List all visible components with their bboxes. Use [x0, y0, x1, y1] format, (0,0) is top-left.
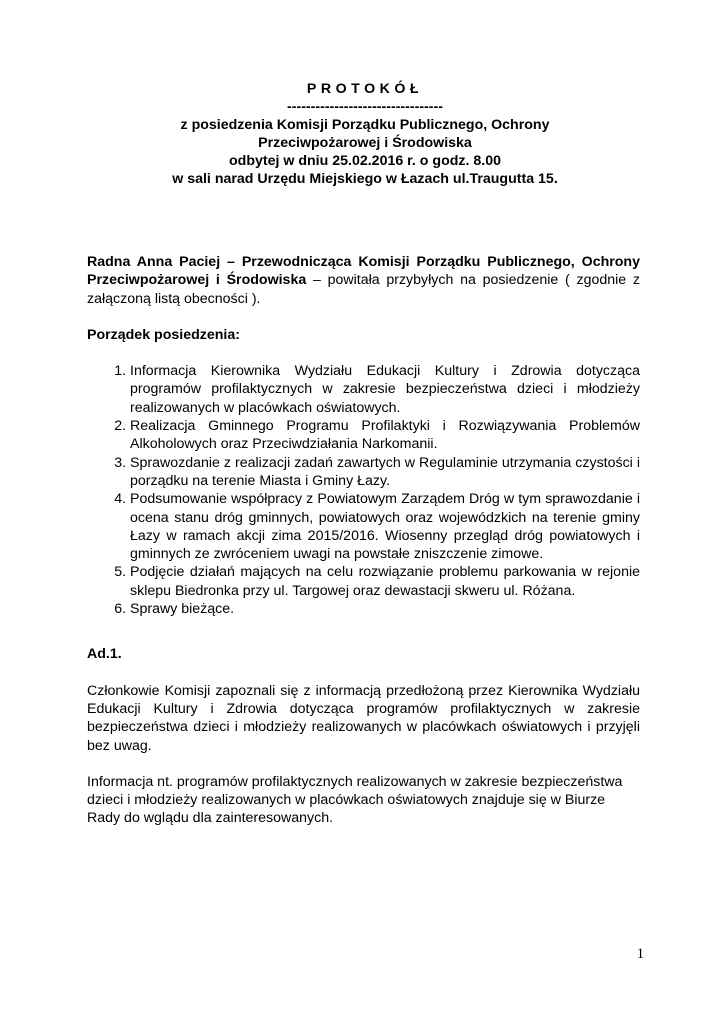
intro-rest-text: – powitała przybyłych na posiedzenie ( zgodnie z załączoną listą obecności ). — [87, 272, 640, 307]
page-number: 1 — [636, 946, 644, 962]
document-body — [87, 253, 640, 828]
header-line-2: Przeciwpożarowej i Środowiska — [258, 135, 472, 151]
agenda-item: 1. Informacja Kierownika Wydziału Edukacji Kultury i Zdrowia dotycząca programów profilaktycznych w zakresie bezpieczeństwa dzieci i młodzieży realizowanych w placówkach oświatowych. — [130, 362, 640, 417]
ad1-paragraph-1: Członkowie Komisji zapoznali się z informacją przedłożoną przez Kierownika Wydziału Edukacji Kultury i Zdrowia dotycząca programów profilaktycznych w zakresie bezpieczeństwa dzieci i młodzieży realizowanych w placówkach oświatowych i przyjęli bez uwag. — [87, 682, 640, 754]
ad1-paragraph-2: Informacja nt. programów profilaktycznych realizowanych w zakresie bezpieczeństwa dzieci i młodzieży realizowanych w placówkach oświatowych znajduje się w Biurze Rady do wglądu dla zainteresowanych. — [87, 773, 623, 827]
agenda-item: 4. Podsumowanie współpracy z Powiatowym Zarządem Dróg w tym sprawozdanie i ocena stanu dróg gminnych, powiatowych oraz wojewódzkich na terenie gminy Łazy w ramach akcji zima 2015/2016. Wiosenny przegląd dróg powiatowych i gminnych ze zwróceniem uwagi na powstałe zniszczenie zimowe. — [130, 490, 640, 563]
document-header — [100, 80, 630, 188]
document-title: PROTOKÓŁ — [306, 81, 424, 97]
agenda-item: 5. Podjęcie działań mających na celu rozwiązanie problemu parkowania w rejonie sklepu Biedronka przy ul. Targowej oraz dewastacji skweru ul. Różana. — [130, 563, 640, 600]
agenda-item: 6. Sprawy bieżące. — [130, 600, 640, 618]
agenda-item: 3. Sprawozdanie z realizacji zadań zawartych w Regulaminie utrzymania czystości i porządku na terenie Miasta i Gminy Łazy. — [130, 454, 640, 491]
ad1-heading: Ad.1. — [87, 646, 122, 663]
agenda-list — [87, 362, 640, 618]
intro-paragraph — [87, 253, 640, 308]
agenda-item: 2. Realizacja Gminnego Programu Profilaktyki i Rozwiązywania Problemów Alkoholowych oraz Przeciwdziałania Narkomanii. — [130, 417, 640, 454]
header-line-3: odbytej w dniu 25.02.2016 r. o godz. 8.00 — [228, 153, 501, 169]
title-separator: --------------------------------- — [287, 99, 443, 115]
header-line-4: w sali narad Urzędu Miejskiego w Łazach ul.Traugutta 15. — [172, 171, 558, 187]
intro-bold-text: Radna Anna Paciej – Przewodnicząca Komisji Porządku Publicznego, Ochrony Przeciwpożarowej i Środowiska — [87, 254, 640, 289]
header-line-1: z posiedzenia Komisji Porządku Publicznego, Ochrony — [180, 117, 550, 133]
agenda-title: Porządek posiedzenia: — [87, 326, 240, 343]
